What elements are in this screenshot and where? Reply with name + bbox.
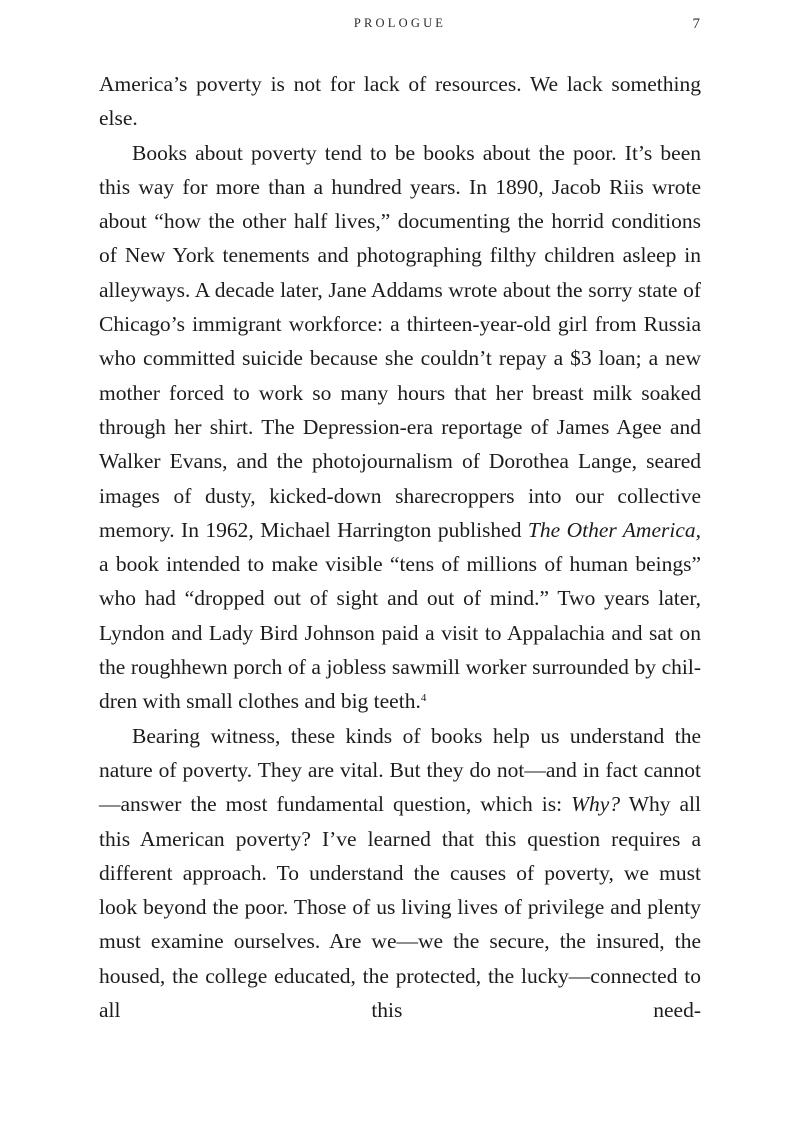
paragraph-2-text: Books about poverty tend to be books about the poor. It’s been this way for more than a hundred years. In 1890, Jacob Riis wrote about “how the other half lives,” documenting the horrid conditions of New York tenements and photographing filthy children asleep in alleyways. A decade later, Jane Addams wrote about the sorry state of Chicago’s immigrant workforce: a thirteen-year-old girl from Russia who committed suicide because she couldn’t repay a $3 loan; a new mother forced to work so many hours that her breast milk soaked through her shirt. The Depression-era reportage of James Agee and Walker Evans, and the photojournalism of Dorothea Lange, seared images of dusty, kicked-down sharecroppers into our collective memory. In 1962, Michael Harrington published xyxy=(99,140,701,542)
why-italic: Why? xyxy=(571,792,621,817)
paragraph-2-text-cont: a book intended to make visible “tens of millions of human beings” who had “dropped out of sight and out of mind.” Two years later, Lyndon and Lady Bird Johnson paid a visit to Appalachia and sat on the roughhewn porch of a jobless sawmill worker surrounded by children with small clothes and big teeth. xyxy=(99,552,701,714)
body-text xyxy=(99,67,701,1027)
paragraph-3 xyxy=(99,719,701,1028)
paragraph-3-text-cont: Why all this American poverty? I’ve learned that this question requires a different approach. To understand the causes of poverty, we must look beyond the poor. Those of us living lives of privilege and plenty must examine ourselves. Are we—we the secure, the insured, the housed, the college educated, the protected, the lucky—connected to all this need- xyxy=(99,792,701,1023)
paragraph-1-text: America’s poverty is not for lack of resources. We lack something else. xyxy=(99,72,701,131)
running-head xyxy=(0,14,800,34)
paragraph-3-text: Bearing witness, these kinds of books help us understand the nature of poverty. They are vital. But they do not—and in fact cannot—answer the most fundamental question, which is: xyxy=(99,723,701,817)
footnote-ref[interactable]: 4 xyxy=(420,692,427,705)
page-number: 7 xyxy=(692,16,700,32)
book-title-italic: The Other America, xyxy=(527,517,702,542)
running-title: PROLOGUE xyxy=(353,16,447,30)
paragraph-2 xyxy=(99,136,701,719)
paragraph-1 xyxy=(99,67,701,136)
